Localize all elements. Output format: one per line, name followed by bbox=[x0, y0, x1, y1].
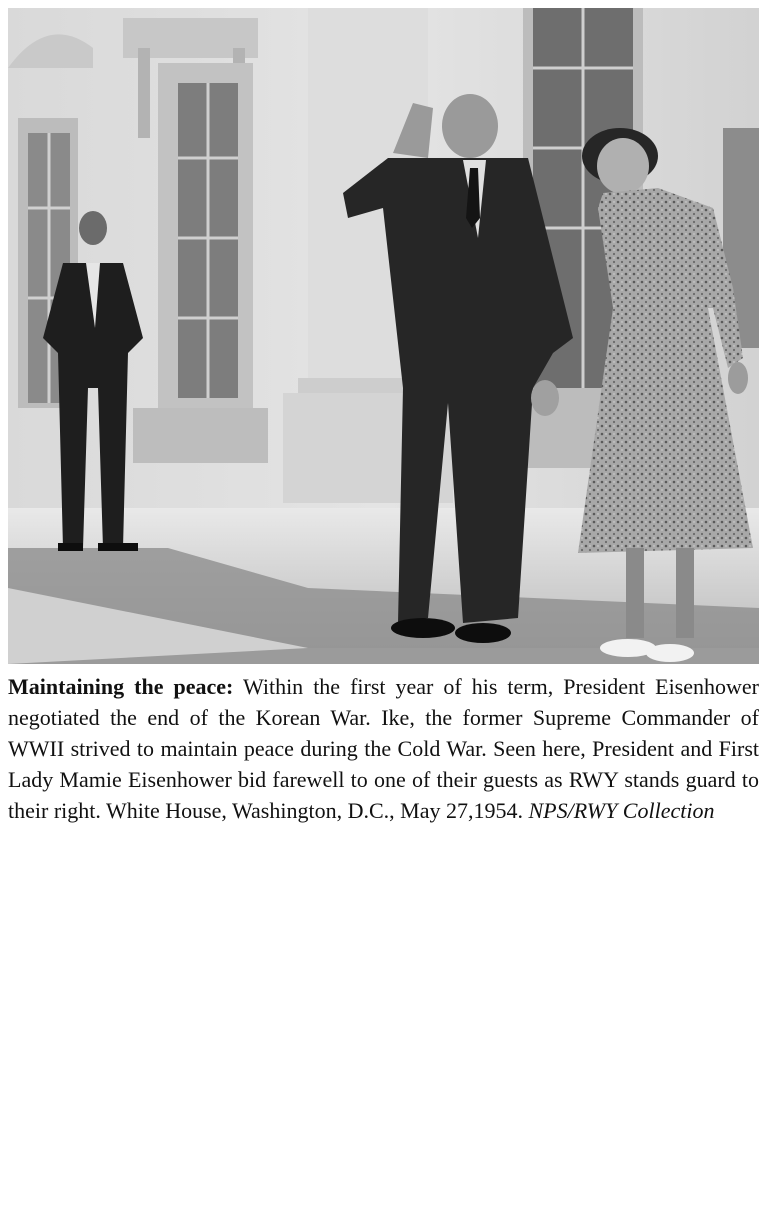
caption-lead: Maintaining the peace: bbox=[8, 674, 234, 699]
photo-credit: NPS/RWY Collection bbox=[528, 798, 715, 823]
photo-caption bbox=[8, 671, 759, 826]
photo-illustration bbox=[8, 8, 759, 664]
historical-photograph bbox=[8, 8, 759, 664]
caption-body: Within the first year of his term, President Eisenhower negotiated the end of the Korean War. Ike, the former Supreme Commander of WWII strived to maintain peace during the Cold War. Seen here, President and First Lady Mamie Eisenhower bid farewell to one of their guests as RWY stands guard to their right. White House, Washington, D.C., May 27,1954. bbox=[8, 674, 759, 823]
